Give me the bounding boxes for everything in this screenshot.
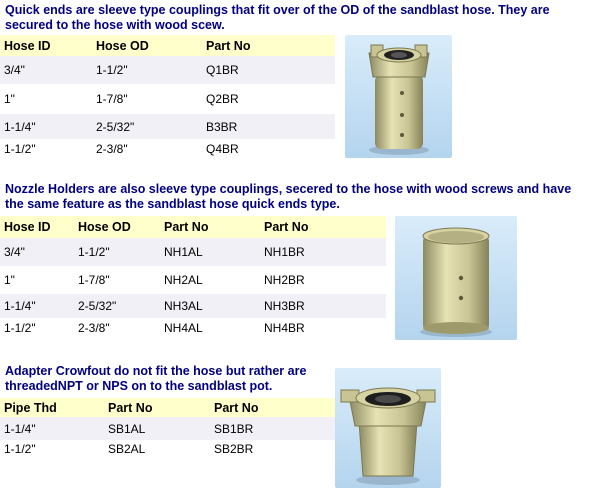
column-header: Part No — [202, 35, 335, 56]
table-row — [0, 417, 335, 440]
table-cell: 2-3/8" — [92, 139, 202, 159]
table-cell: 1-7/8" — [74, 266, 160, 294]
column-header: Hose OD — [92, 35, 202, 56]
table-cell: NH2BR — [260, 266, 386, 294]
table-cell: 2-3/8" — [74, 318, 160, 338]
column-header: Part No — [104, 398, 210, 417]
table-header-row — [0, 398, 335, 417]
table-cell: Q2BR — [202, 84, 335, 114]
nozzle-holders-intro: Nozzle Holders are also sleeve type couplings, secered to the hose with wood screws and have the same feature as the sandblast hose quick ends type. — [5, 182, 572, 211]
table-header-row — [0, 216, 386, 238]
table-row — [0, 318, 386, 338]
nozzle-holders-table — [0, 216, 386, 338]
table-cell: NH4AL — [160, 318, 260, 338]
table-cell: 1-1/4" — [0, 114, 92, 139]
column-header: Hose OD — [74, 216, 160, 238]
table-cell: 1" — [0, 84, 92, 114]
column-header: Part No — [160, 216, 260, 238]
crowfoot-adapter-photo — [335, 368, 441, 488]
table-row — [0, 440, 335, 458]
table-header-row — [0, 35, 335, 56]
table-cell: NH3BR — [260, 294, 386, 318]
table-cell: NH2AL — [160, 266, 260, 294]
column-header: Part No — [260, 216, 386, 238]
column-header: Pipe Thd — [0, 398, 104, 417]
table-cell: 2-5/32" — [74, 294, 160, 318]
table-cell: Q1BR — [202, 56, 335, 84]
table-row — [0, 139, 335, 159]
table-cell: 1-1/4" — [0, 417, 104, 440]
table-row — [0, 294, 386, 318]
table-cell: 2-5/32" — [92, 114, 202, 139]
table-row — [0, 266, 386, 294]
table-row — [0, 238, 386, 266]
table-row — [0, 84, 335, 114]
adapter-crowfoot-intro: Adapter Crowfout do not fit the hose but rather are threadedNPT or NPS on to the sandblast pot. — [5, 364, 307, 393]
table-cell: 1-1/4" — [0, 294, 74, 318]
table-row — [0, 56, 335, 84]
column-header: Part No — [210, 398, 335, 417]
table-cell: NH4BR — [260, 318, 386, 338]
table-cell: 1-1/2" — [0, 139, 92, 159]
table-cell: Q4BR — [202, 139, 335, 159]
table-cell: SB1AL — [104, 417, 210, 440]
table-cell: 1-1/2" — [0, 440, 104, 458]
table-cell: SB2AL — [104, 440, 210, 458]
table-cell: NH1BR — [260, 238, 386, 266]
table-cell: 1-1/2" — [74, 238, 160, 266]
nozzle-holder-photo — [395, 216, 517, 340]
table-cell: B3BR — [202, 114, 335, 139]
table-cell: NH1AL — [160, 238, 260, 266]
quick-ends-table — [0, 35, 335, 159]
column-header: Hose ID — [0, 35, 92, 56]
table-cell: SB1BR — [210, 417, 335, 440]
quick-ends-intro: Quick ends are sleeve type couplings that fit over of the OD of the sandblast hose. They are secured to the hose with wood scew. — [5, 3, 550, 32]
table-cell: 3/4" — [0, 238, 74, 266]
table-cell: 1-1/2" — [92, 56, 202, 84]
table-cell: SB2BR — [210, 440, 335, 458]
table-cell: 1-7/8" — [92, 84, 202, 114]
adapter-crowfoot-table — [0, 398, 335, 458]
table-cell: 1-1/2" — [0, 318, 74, 338]
column-header: Hose ID — [0, 216, 74, 238]
table-row — [0, 114, 335, 139]
table-cell: NH3AL — [160, 294, 260, 318]
table-cell: 1" — [0, 266, 74, 294]
table-cell: 3/4" — [0, 56, 92, 84]
quick-end-coupling-photo — [345, 35, 452, 158]
